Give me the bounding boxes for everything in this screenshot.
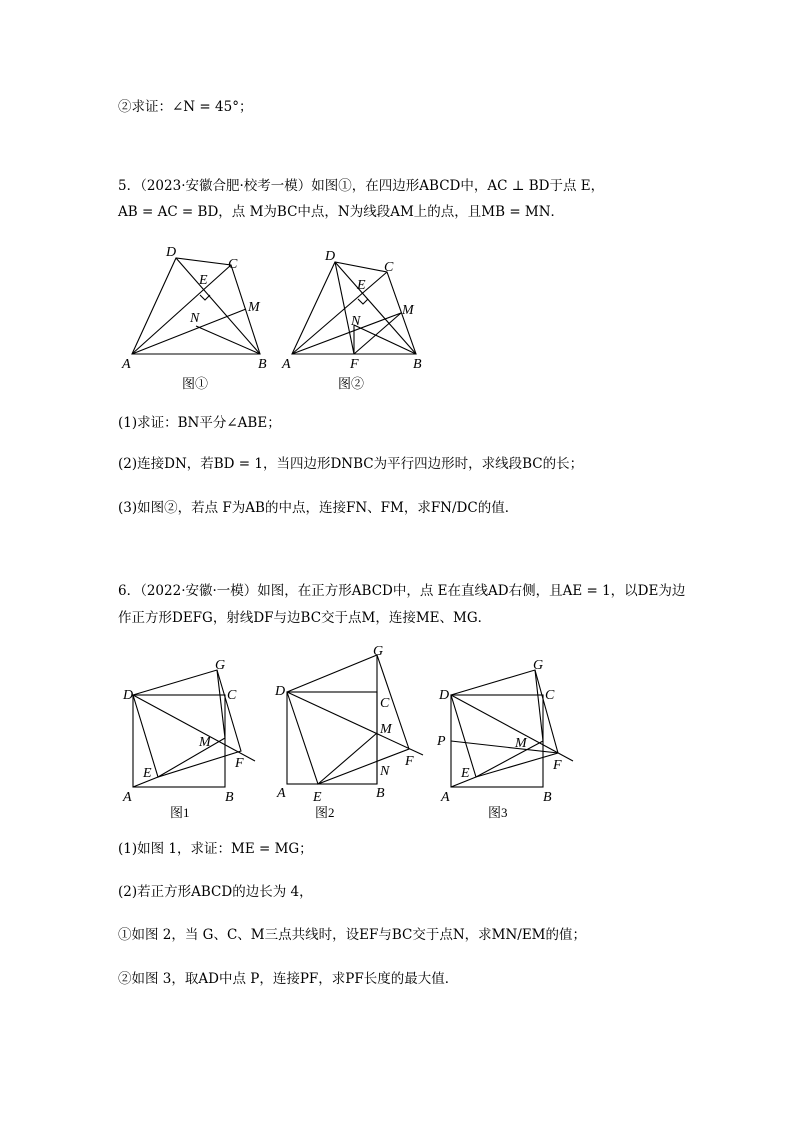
segment-bn-1 [196,326,260,354]
label-e-1: E [199,273,208,288]
label-d-6b: D [275,684,286,699]
q5-figure-2 [281,249,422,391]
q6-figure-3 [436,658,573,820]
segment-mg-3 [535,670,543,741]
segment-df-2 [335,262,354,354]
label-m-6b: M [380,722,392,737]
label-e-6a: E [143,766,152,781]
segment-me-3 [476,741,543,777]
q5-part1: (1)求证：BN平分∠ABE； [118,415,281,431]
label-p-6c: P [437,734,446,749]
caption-6-fig3: 图3 [488,805,508,820]
label-e-2: E [357,278,366,293]
label-a-2: A [282,357,291,372]
label-b-1: B [258,357,267,372]
label-b-6b: B [376,786,385,801]
caption-fig2: 图② [338,376,365,391]
label-n-1: N [190,311,200,326]
quad-abcd-1 [132,258,260,354]
q6-figure-1 [122,658,255,820]
label-a-6c: A [441,790,450,805]
label-d-6c: D [439,688,450,703]
label-m-2: M [402,303,414,318]
label-f-6a: F [235,756,244,771]
label-e-6c: E [461,766,470,781]
segment-mg-1 [217,670,225,738]
label-m-6a: M [199,735,211,750]
label-g-6c: G [533,658,544,673]
q5-part2: (2)连接DN，若BD = 1，当四边形DNBC为平行四边形时，求线段BC的长； [118,456,584,472]
label-c-6a: C [227,688,237,703]
label-b-6a: B [225,790,234,805]
label-n-2: N [351,314,361,329]
label-d-2: D [325,249,336,264]
caption-6-fig1: 图1 [170,805,190,820]
q5-line2: AB = AC = BD，点 M为BC中点，N为线段AM上的点，且MB = MN． [118,204,565,220]
ray-df-1 [133,695,255,761]
caption-6-fig2: 图2 [315,805,335,820]
segment-ac-1 [132,265,231,354]
label-f-6b: F [405,754,414,769]
right-angle-mark-1 [200,295,210,300]
segment-me-2 [318,733,377,784]
q6-figure-2 [274,644,423,820]
label-d-1: D [166,245,177,260]
ray-df-3 [451,695,573,761]
right-angle-mark-2 [358,299,368,304]
segment-me-1 [158,738,225,777]
caption-fig1: 图① [182,376,209,391]
segment-fm-2 [354,313,401,354]
label-g-6a: G [215,658,226,673]
square-defg-2 [287,655,409,784]
label-a-6b: A [277,786,286,801]
q6-figures [115,643,595,823]
label-a-6a: A [123,790,132,805]
q6-part2a: ①如图 2，当 G、C、M三点共线时，设EF与BC交于点N，求MN/EM的值； [118,927,587,943]
q6-title: 6．（2022·安徽·一模）如图，在正方形ABCD中，点 E在直线AD右侧，且AE = 1，以DE为边 [118,583,686,599]
label-b-6c: B [543,790,552,805]
label-m-1: M [248,300,260,315]
label-g-6b: G [373,644,384,659]
label-a-1: A [122,357,131,372]
label-c-1: C [228,257,238,272]
q5-figures [110,238,430,398]
q6-part2b: ②如图 3，取AD中点 P，连接PF，求PF长度的最大值． [118,971,459,987]
q6-part1: (1)如图 1，求证：ME = MG； [118,841,313,857]
label-e-6b: E [313,790,322,805]
q4-part2: ②求证：∠N = 45°； [118,99,253,115]
q5-figure-1 [121,245,267,391]
label-n-6b: N [380,764,390,779]
label-d-6a: D [123,688,134,703]
label-c-2: C [384,260,394,275]
q6-part2: (2)若正方形ABCD的边长为 4， [118,884,313,900]
square-abcd-2 [287,692,377,784]
q5-title: 5．（2023·安徽合肥·校考一模）如图①，在四边形ABCD中，AC ⊥ BD于点 E， [118,178,605,194]
label-b-2: B [413,357,422,372]
ray-df-2 [287,692,423,755]
label-f-6c: F [553,758,562,773]
q5-part3: (3)如图②，若点 F为AB的中点，连接FN、FM，求FN/DC的值． [118,500,519,516]
q6-line2: 作正方形DEFG，射线DF与边BC交于点M，连接ME、MG． [118,610,492,626]
label-m-6c: M [515,736,527,751]
label-c-6b: C [380,696,390,711]
label-f-2: F [350,357,359,372]
label-c-6c: C [545,688,555,703]
